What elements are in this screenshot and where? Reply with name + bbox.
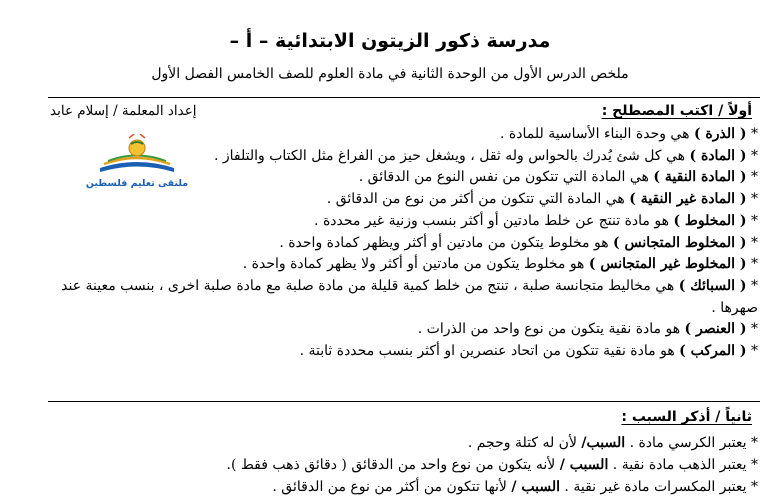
definition: هي مخاليط متجانسة صلبة ، تنتج من خلط كمية قليلة من مادة صلبة مع مادة صلبة اخرى ، بنسب معينة عند صهرها . [61,277,758,316]
term: ( المخلوط غير المتجانس ) [588,256,747,273]
definition-item: * ( المخلوط المتجانس ) هو مخلوط يتكون من مادتين أو أكثر ويظهر كمادة واحدة . [279,234,758,251]
definition-item: * ( المادة النقية ) هي المادة التي تتكون من نفس النوع من الدقائق . [358,169,758,186]
divider-top [48,97,760,98]
term: ( المخلوط ) [673,212,747,229]
definition-item: * ( المخلوط غير المتجانس ) هو مخلوط يتكون من مادتين أو أكثر ولا يظهر كمادة واحدة . [242,256,758,273]
reason-label: السبب/ [581,435,626,451]
reason-text: لأن له كتلة وحجم . [467,435,582,451]
definitions-list [46,124,758,363]
definition-item: * ( الذرة ) هي وحدة البناء الأساسية للمادة . [500,126,758,142]
term: ( المادة النقية ) [653,169,747,186]
definition: هو مادة نقية يتكون من نوع واحد من الذرات . [417,321,685,338]
definition: هي وحدة البناء الأساسية للمادة . [500,126,694,142]
definition-item: * ( المادة غير النقية ) هي المادة التي تتكون من أكثر من نوع من الدقائق . [326,191,758,208]
definition: هي المادة التي تتكون من أكثر من نوع من الدقائق . [326,191,630,208]
reason-text: لأنها تتكون من أكثر من نوع من الدقائق . [272,479,512,495]
section2-heading: ثانياً / أذكر السبب : [621,409,752,425]
definition: هو مخلوط يتكون من مادتين أو أكثر ولا يظهر كمادة واحدة . [242,256,589,273]
statement: يعتبر الذهب مادة نقية . [608,457,747,473]
reason-item: * يعتبر المكسرات مادة غير نقية . السبب / لأنها تتكون من أكثر من نوع من الدقائق . [272,479,758,495]
definition: هو مادة نقية تتكون من اتحاد عنصرين او أكثر بنسب محددة ثابتة . [299,343,680,360]
reason-text: لأنه يتكون من نوع واحد من الدقائق ( دقائق ذهب فقط ). [226,457,560,473]
reason-label: السبب / [559,457,609,473]
definition: هي المادة التي تتكون من نفس النوع من الدقائق . [358,169,654,186]
prepared-by: إعداد المعلمة / إسلام عابد [50,103,197,119]
term: ( الذرة ) [693,126,747,142]
term: ( المادة غير النقية ) [629,191,747,208]
definition: هي كل شئ يُدرك بالحواس وله ثقل ، ويشغل حيز من الفراغ مثل الكتاب والتلفاز . [213,147,690,164]
logo-caption: ملتقى تعليم فلسطين [85,178,189,189]
school-title: مدرسة ذكور الزيتون الابتدائية – أ – [229,30,551,52]
definition-item: * ( المركب ) هو مادة نقية تتكون من اتحاد عنصرين او أكثر بنسب محددة ثابتة . [299,343,758,360]
lesson-subtitle: ملخص الدرس الأول من الوحدة الثانية في مادة العلوم للصف الخامس الفصل الأول [151,66,629,82]
term: ( المخلوط المتجانس ) [613,234,747,251]
term: ( العنصر ) [684,321,747,338]
statement: يعتبر المكسرات مادة غير نقية . [559,479,747,495]
reasons-list [46,432,758,498]
definition-item: * ( المخلوط ) هو مادة تنتج عن خلط مادتين أو أكثر بنسب وزنية غير محددة . [314,212,758,229]
reason-item: * يعتبر الذهب مادة نقية . السبب / لأنه يتكون من نوع واحد من الدقائق ( دقائق ذهب فقط ). [226,457,758,473]
definition-item: * ( المادة ) هي كل شئ يُدرك بالحواس وله ثقل ، ويشغل حيز من الفراغ مثل الكتاب والتلفاز . [213,147,758,164]
term: ( المركب ) [679,343,747,360]
term: ( المادة ) [689,147,747,164]
term: ( السبائك ) [678,277,747,294]
divider-middle [48,401,760,402]
reason-label: السبب / [511,479,560,495]
statement: يعتبر الكرسي مادة . [625,435,747,451]
reason-item: * يعتبر الكرسي مادة . السبب/ لأن له كتلة وحجم . [467,435,758,451]
definition: هو مخلوط يتكون من مادتين أو أكثر ويظهر كمادة واحدة . [279,234,614,251]
definition: هو مادة تنتج عن خلط مادتين أو أكثر بنسب وزنية غير محددة . [314,212,674,229]
definition-item: * ( العنصر ) هو مادة نقية يتكون من نوع واحد من الذرات . [417,321,758,338]
definition-item: * ( السبائك ) هي مخاليط متجانسة صلبة ، تنتج من خلط كمية قليلة من مادة صلبة مع مادة صلبة اخرى ، بنسب معينة عند صهرها . [61,277,758,316]
section1-heading: أولاً / اكتب المصطلح : [601,103,752,119]
